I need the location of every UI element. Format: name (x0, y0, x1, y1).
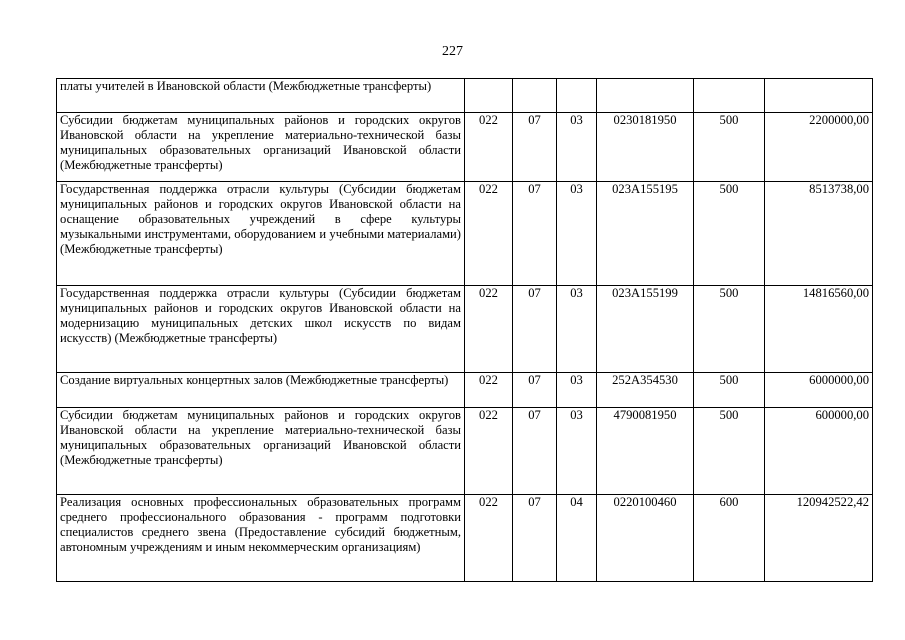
row-ministry-code: 022 (465, 182, 513, 286)
row-subsection-code: 04 (557, 495, 597, 582)
row-amount (765, 79, 873, 113)
row-section-code: 07 (513, 373, 557, 408)
table-row (57, 495, 873, 582)
row-target-article: 4790081950 (597, 408, 694, 495)
row-target-article: 0230181950 (597, 113, 694, 182)
row-amount: 120942522,42 (765, 495, 873, 582)
row-section-code: 07 (513, 408, 557, 495)
row-subsection-code (557, 79, 597, 113)
row-target-article (597, 79, 694, 113)
row-target-article: 023A155195 (597, 182, 694, 286)
table-row (57, 286, 873, 373)
row-target-article: 252A354530 (597, 373, 694, 408)
row-expense-type (694, 79, 765, 113)
row-expense-type: 500 (694, 408, 765, 495)
row-description: платы учителей в Ивановской области (Межбюджетные трансферты) (57, 79, 465, 113)
table-row (57, 113, 873, 182)
row-section-code: 07 (513, 113, 557, 182)
row-section-code (513, 79, 557, 113)
row-ministry-code: 022 (465, 408, 513, 495)
row-ministry-code: 022 (465, 286, 513, 373)
row-subsection-code: 03 (557, 373, 597, 408)
row-subsection-code: 03 (557, 182, 597, 286)
page-number: 227 (442, 44, 463, 59)
row-amount: 8513738,00 (765, 182, 873, 286)
row-description: Субсидии бюджетам муниципальных районов и городских округов Ивановской области на укрепление материально-технической базы муниципальных образовательных организаций Ивановской области (Межбюджетные трансферты) (57, 113, 465, 182)
table-row (57, 79, 873, 113)
row-section-code: 07 (513, 286, 557, 373)
row-amount: 14816560,00 (765, 286, 873, 373)
row-amount: 6000000,00 (765, 373, 873, 408)
row-subsection-code: 03 (557, 408, 597, 495)
row-amount: 600000,00 (765, 408, 873, 495)
table-row (57, 408, 873, 495)
row-ministry-code: 022 (465, 113, 513, 182)
row-target-article: 0220100460 (597, 495, 694, 582)
row-ministry-code: 022 (465, 373, 513, 408)
row-expense-type: 500 (694, 113, 765, 182)
row-ministry-code (465, 79, 513, 113)
row-description: Создание виртуальных концертных залов (Межбюджетные трансферты) (57, 373, 465, 408)
row-expense-type: 500 (694, 286, 765, 373)
row-section-code: 07 (513, 182, 557, 286)
row-expense-type: 500 (694, 182, 765, 286)
row-description: Субсидии бюджетам муниципальных районов и городских округов Ивановской области на укрепление материально-технической базы муниципальных образовательных организаций Ивановской области (Межбюджетные трансферты) (57, 408, 465, 495)
table-row (57, 373, 873, 408)
row-description: Государственная поддержка отрасли культуры (Субсидии бюджетам муниципальных районов и городских округов Ивановской области на оснащение образовательных учреждений в сфере культуры музыкальными инструментами, оборудованием и учебными материалами) (Межбюджетные трансферты) (57, 182, 465, 286)
budget-table (56, 78, 873, 582)
table-row (57, 182, 873, 286)
row-description: Реализация основных профессиональных образовательных программ среднего профессионального образования - программ подготовки специалистов среднего звена (Предоставление субсидий бюджетным, автономным учреждениям и иным некоммерческим организациям) (57, 495, 465, 582)
row-description: Государственная поддержка отрасли культуры (Субсидии бюджетам муниципальных районов и городских округов Ивановской области на модернизацию муниципальных детских школ искусств по видам искусств) (Межбюджетные трансферты) (57, 286, 465, 373)
row-section-code: 07 (513, 495, 557, 582)
row-ministry-code: 022 (465, 495, 513, 582)
row-target-article: 023A155199 (597, 286, 694, 373)
row-expense-type: 600 (694, 495, 765, 582)
row-amount: 2200000,00 (765, 113, 873, 182)
row-subsection-code: 03 (557, 113, 597, 182)
row-expense-type: 500 (694, 373, 765, 408)
row-subsection-code: 03 (557, 286, 597, 373)
